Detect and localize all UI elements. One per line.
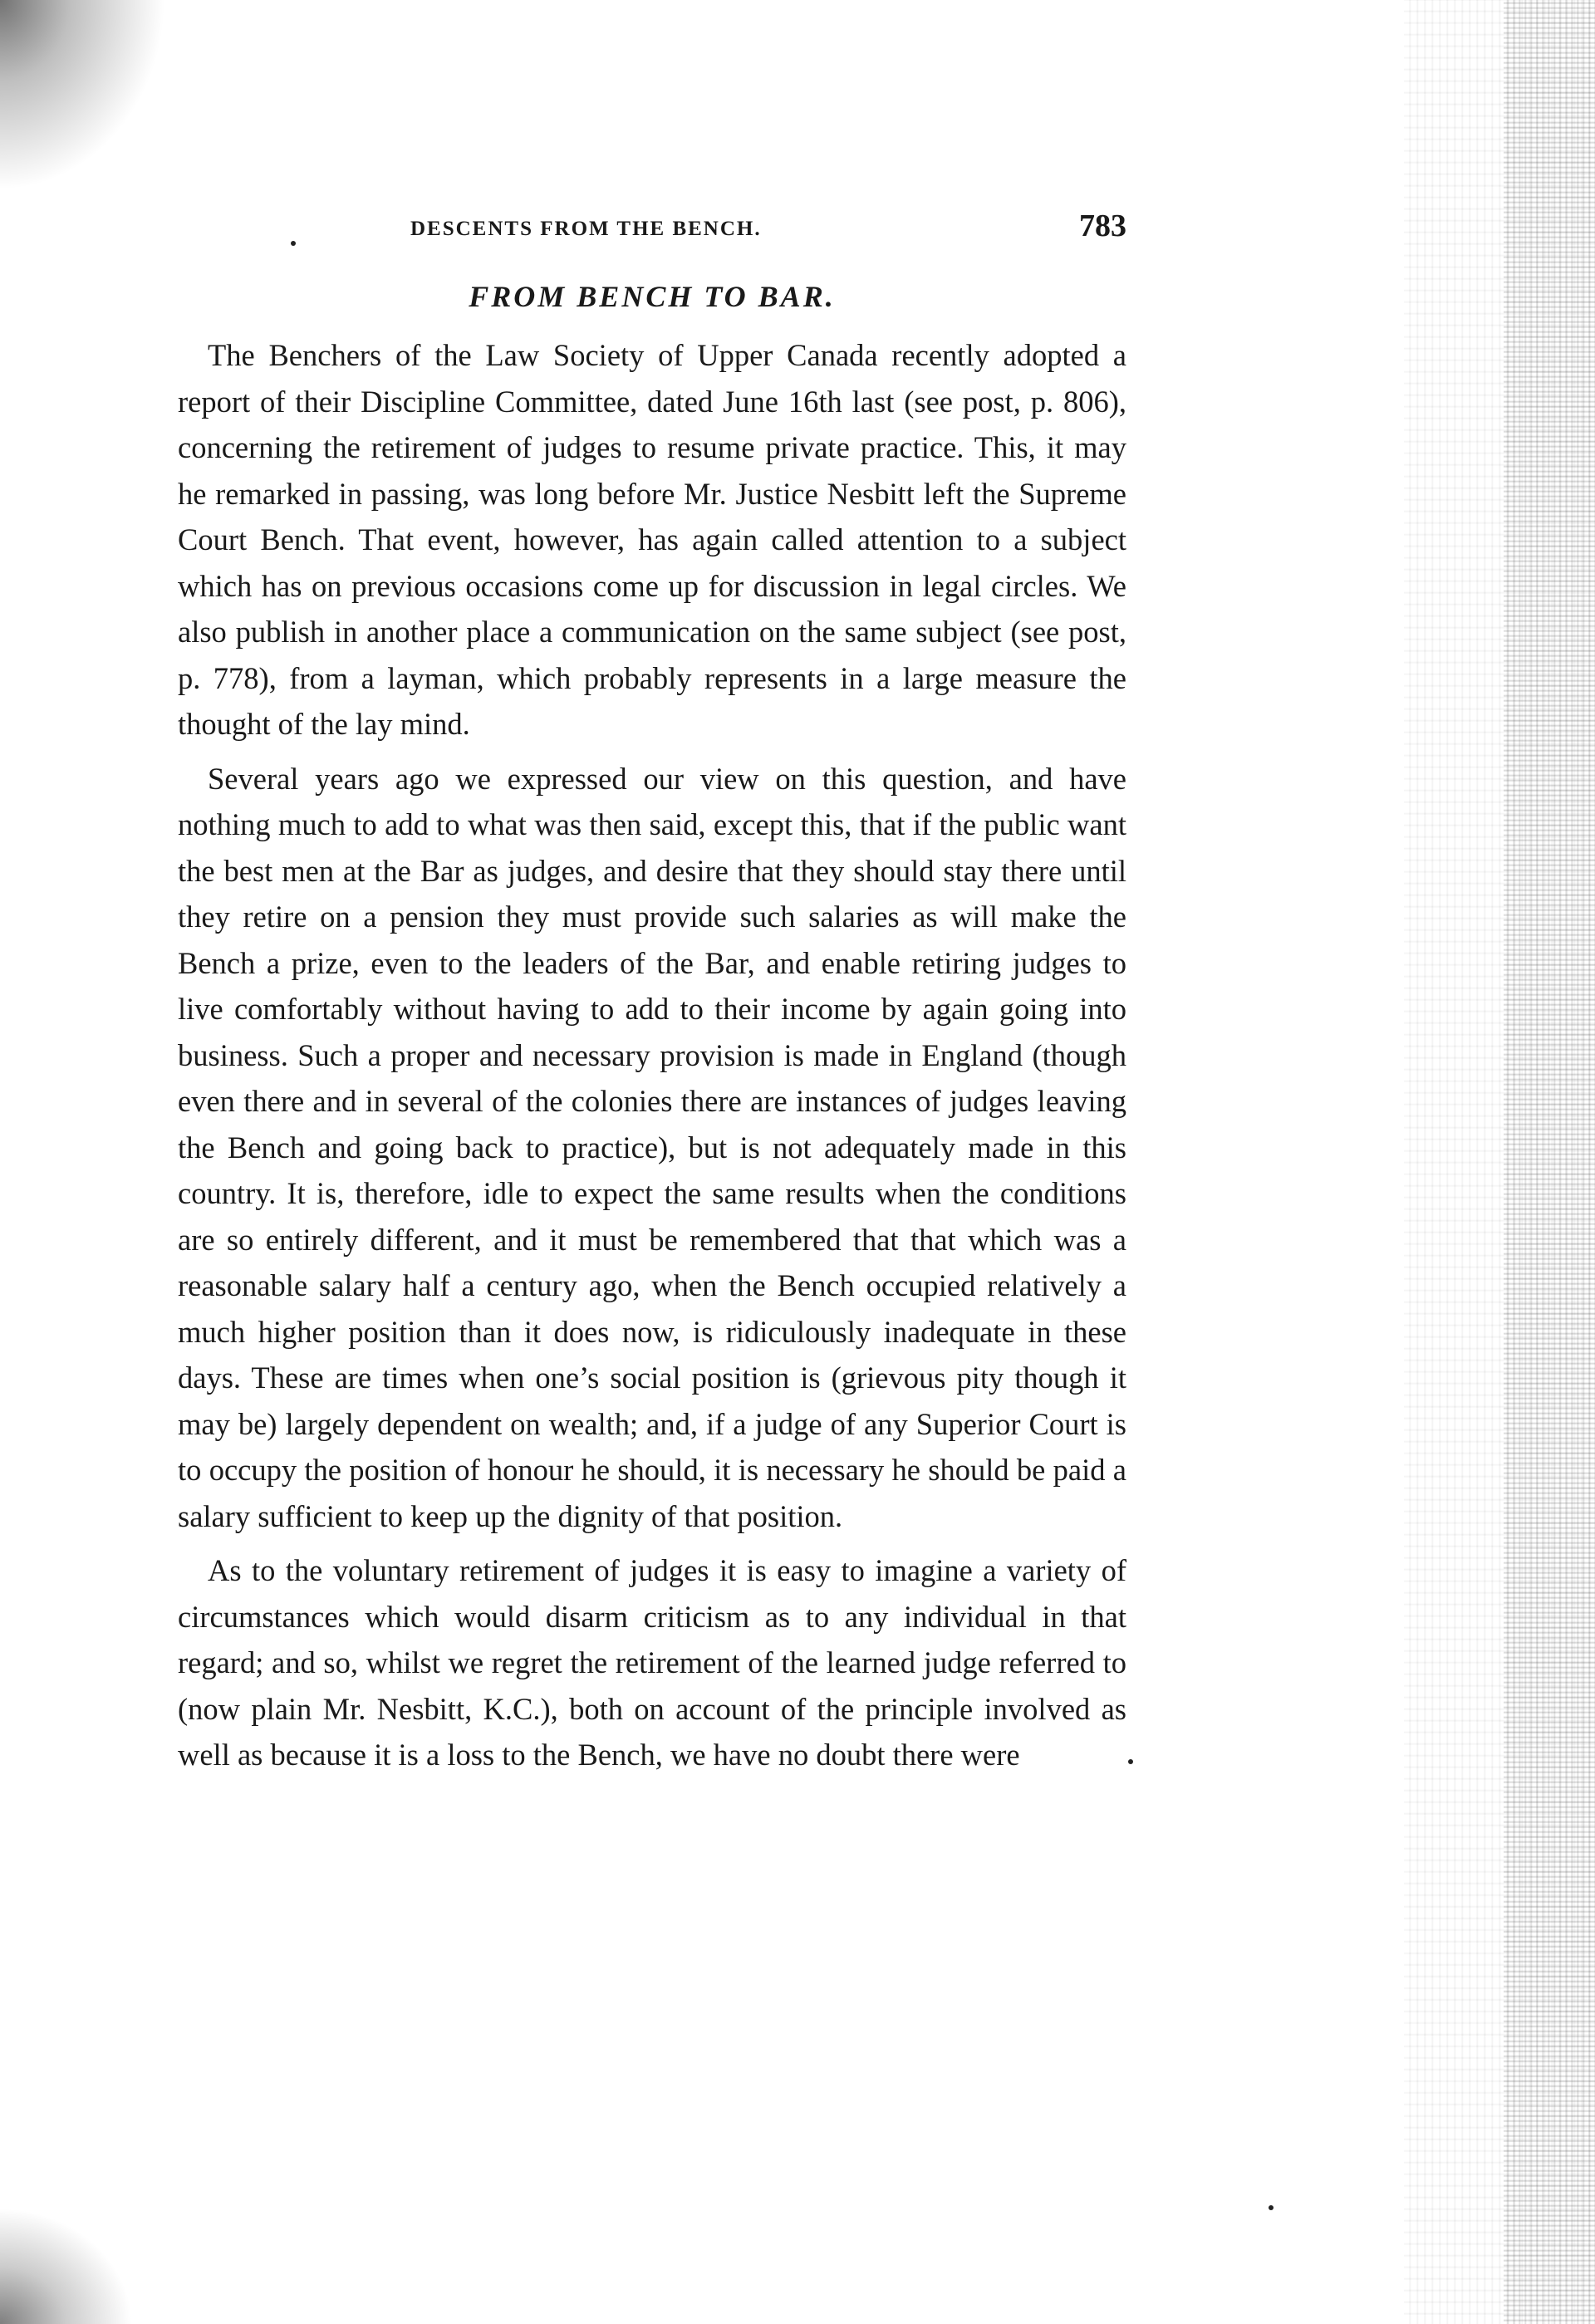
page-number: 783 <box>1079 208 1126 243</box>
scan-shadow-top-left <box>0 0 166 191</box>
scan-shadow-bottom-left <box>0 2208 133 2324</box>
scan-edge-right <box>1404 0 1595 2324</box>
paragraph-1: The Benchers of the Law Society of Upper Canada recently adopted a report of their Discipline Committee, dated June 16th last (see post, p. 806), concerning the retirement of judges to resume private practice. This, it may he remarked in passing, was long before Mr. Justice Nesbitt left the Supreme Court Bench. That event, however, has again called attention to a subject which has on previous occasions come up for discussion in legal circles. We also publish in another place a communication on the same subject (see post, p. 778), from a layman, which probably represents in a large measure the thought of the lay mind. <box>178 338 1126 741</box>
running-head <box>178 208 1126 257</box>
article-title: FROM BENCH TO BAR. <box>469 280 836 313</box>
running-title: DESCENTS FROM THE BENCH. <box>410 218 762 240</box>
paragraph-3: As to the voluntary retirement of judges it is easy to imagine a variety of circumstances which would disarm criticism as to any individual in that regard; and so, whilst we regret the retirement of the learned judge referred to (now plain Mr. Nesbitt, K.C.), both on account of the principle involved as well as because it is a loss to the Bench, we have no doubt there were <box>178 1553 1126 1772</box>
speck <box>1269 2205 1274 2210</box>
paragraph-2: Several years ago we expressed our view on this question, and have nothing much to add to what was then said, except this, that if the public want the best men at the Bar as judges, and desire that they should stay there until they retire on a pension they must provide such salaries as will make the Bench a prize, even to the leaders of the Bar, and enable retiring judges to live comfortably without having to add to their income by again going into business. Such a proper and necessary provision is made in England (though even there and in several of the colonies there are instances of judges leaving the Bench and going back to practice), but is not adequately made in this country. It is, therefore, idle to expect the same results when the conditions are so entirely different, and it must be remembered that that which was a reasonable salary half a century ago, when the Bench occupied relatively a much higher position than it does now, is ridiculously inadequate in these days. These are times when one’s social position is (grievous pity though it may be) largely dependent on wealth; and, if a judge of any Superior Court is to occupy the position of honour he should, it is necessary he should be paid a salary sufficient to keep up the dignity of that position. <box>178 761 1126 1533</box>
book-page <box>178 208 1126 1787</box>
scan-edge-strip <box>1504 0 1595 2324</box>
speck <box>1128 1759 1133 1764</box>
